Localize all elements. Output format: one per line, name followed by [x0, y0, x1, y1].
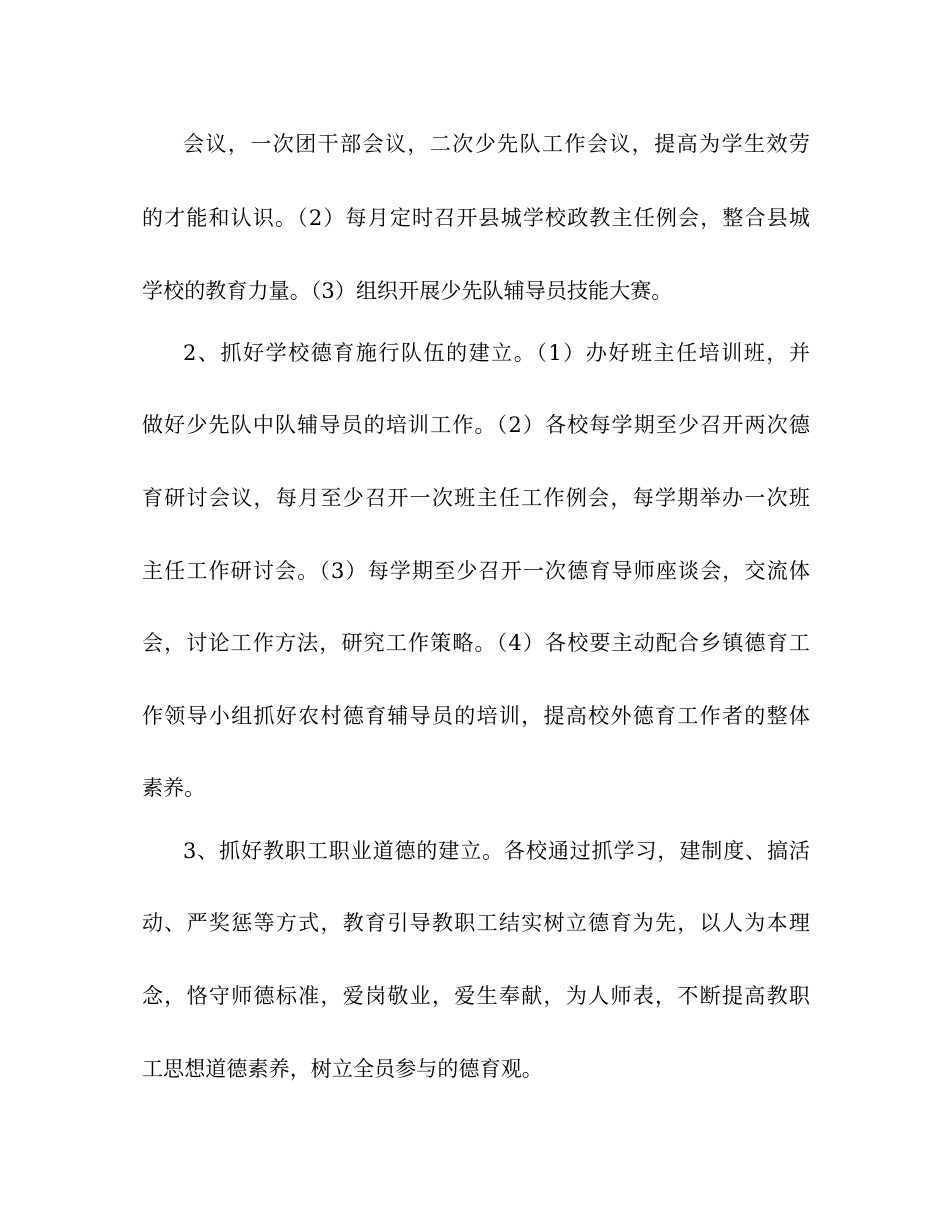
text-line: 会议，一次团干部会议，二次少先队工作会议，提高为学生效劳 [183, 132, 810, 156]
text-line: 的才能和认识。（2）每月定时召开县城学校政教主任例会，整合县城 [142, 206, 810, 230]
text-line: 作领导小组抓好农村德育辅导员的培训，提高校外德育工作者的整体 [142, 704, 810, 728]
text-line: 主任工作研讨会。（3）每学期至少召开一次德育导师座谈会，交流体 [142, 559, 810, 583]
text-line: 2、抓好学校德育施行队伍的建立。（1）办好班主任培训班，并 [183, 341, 810, 365]
text-line: 素养。 [142, 776, 206, 800]
text-line: 学校的教育力量。（3）组织开展少先队辅导员技能大赛。 [142, 279, 673, 303]
text-line: 3、抓好教职工职业道德的建立。各校通过抓学习，建制度、搞活 [183, 839, 810, 863]
text-line: 工思想道德素养，树立全员参与的德育观。 [142, 1057, 543, 1081]
text-line: 做好少先队中队辅导员的培训工作。（2）各校每学期至少召开两次德 [142, 413, 810, 437]
text-line: 念，恪守师德标准，爱岗敬业，爱生奉献，为人师表，不断提高教职 [142, 984, 810, 1008]
text-line: 动、严奖惩等方式，教育引导教职工结实树立德育为先，以人为本理 [142, 911, 810, 935]
text-line: 育研讨会议，每月至少召开一次班主任工作例会，每学期举办一次班 [142, 486, 810, 510]
text-line: 会，讨论工作方法，研究工作策略。（4）各校要主动配合乡镇德育工 [142, 631, 810, 655]
